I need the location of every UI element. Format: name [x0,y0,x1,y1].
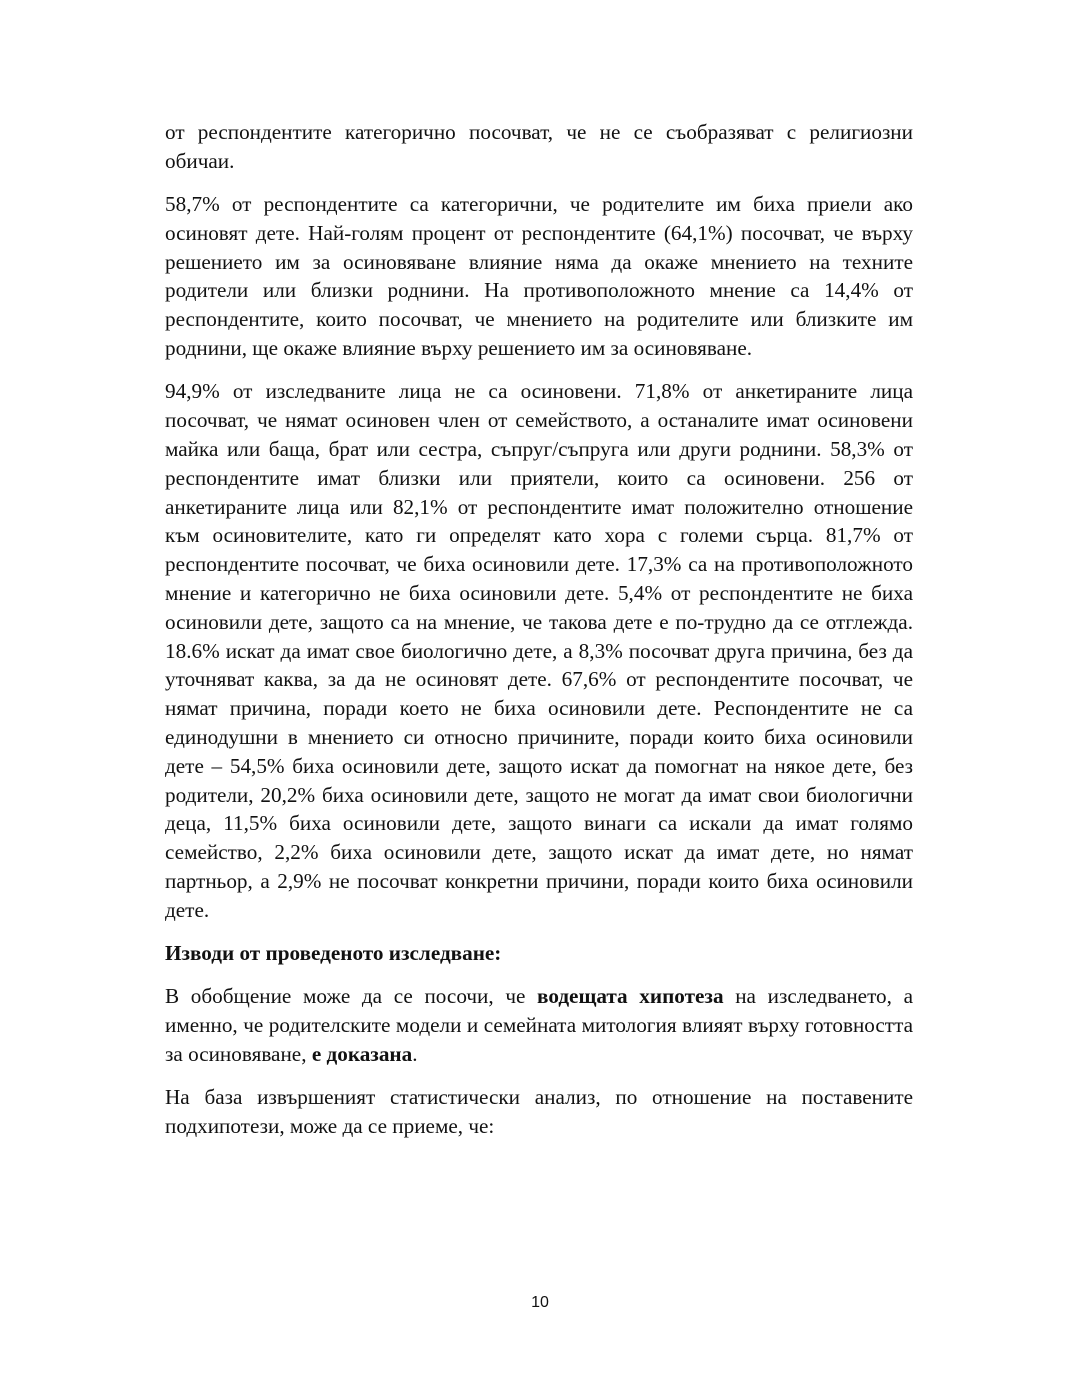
paragraph-adoption-statistics: 94,9% от изследваните лица не са осиновени. 71,8% от анкетираните лица посочват, че нямат осиновен член от семейството, а останалите имат осиновени майка или баща, брат или сестра, съпруг/съпруга или други роднини. 58,3% от респондентите имат близки или приятели, които са осиновени. 256 от анкетираните лица или 82,1% от респондентите имат положително отношение към осиновителите, като ги определят като хора с големи сърца. 81,7% от респондентите посочват, че биха осиновили дете. 17,3% са на противоположното мнение и категорично не биха осиновили дете. 5,4% от респондентите не биха осиновили дете, защото са на мнение, че такова дете е по-трудно да се отглежда. 18.6% искат да имат свое биологично дете, а 8,3% посочват друга причина, без да уточняват каква, за да не осиновят дете. 67,6% от респондентите посочват, че нямат причина, поради което не биха осиновили дете. Респондентите не са единодушни в мнението си относно причините, поради които биха осиновили дете – 54,5% биха осиновили дете, защото искат да помогнат на някое дете, без родители, 20,2% биха осиновили дете, защото не могат да имат свои биологични деца, 11,5% биха осиновили дете, защото винаги са искали да имат голямо семейство, 2,2% биха осиновили дете, защото искат да имат дете, но нямат партньор, а 2,9% не посочват конкретни причини, поради които биха осиновили дете. [165,379,913,922]
hypothesis-bold-proven: е доказана [311,1041,413,1066]
hypothesis-text-3: . [412,1041,418,1066]
paragraph-religious-customs: от респондентите категорично посочват, че не се съобразяват с религиозни обичаи. [165,120,913,173]
conclusions-heading: Изводи от проведеното изследване: [165,941,502,966]
page-number: 10 [531,1294,549,1311]
hypothesis-text-2: на изследването, а именно, че родителските модели и семейната митология влияят върху готовността за осиновяване, [165,984,913,1066]
hypothesis-bold-leading: водещата хипотеза [537,984,724,1009]
document-body [165,118,913,1155]
paragraph-main-hypothesis [165,982,913,1068]
paragraph-parents-opinion: 58,7% от респондентите са категорични, че родителите им биха приели ако осиновят дете. Най-голям процент от респондентите (64,1%) посочват, че върху решението им за осиновяване влияние няма да окаже мнението на техните родители или близки роднини. На противоположното мнение са 14,4% от респондентите, които посочват, че мнението на родителите или близките им роднини, ще окаже влияние върху решението им за осиновяване. [165,192,913,361]
hypothesis-text-1: В обобщение може да се посочи, че [165,984,538,1009]
paragraph-subhypotheses: На база извършеният статистически анализ, по отношение на поставените подхипотези, може да се приеме, че: [165,1085,913,1138]
